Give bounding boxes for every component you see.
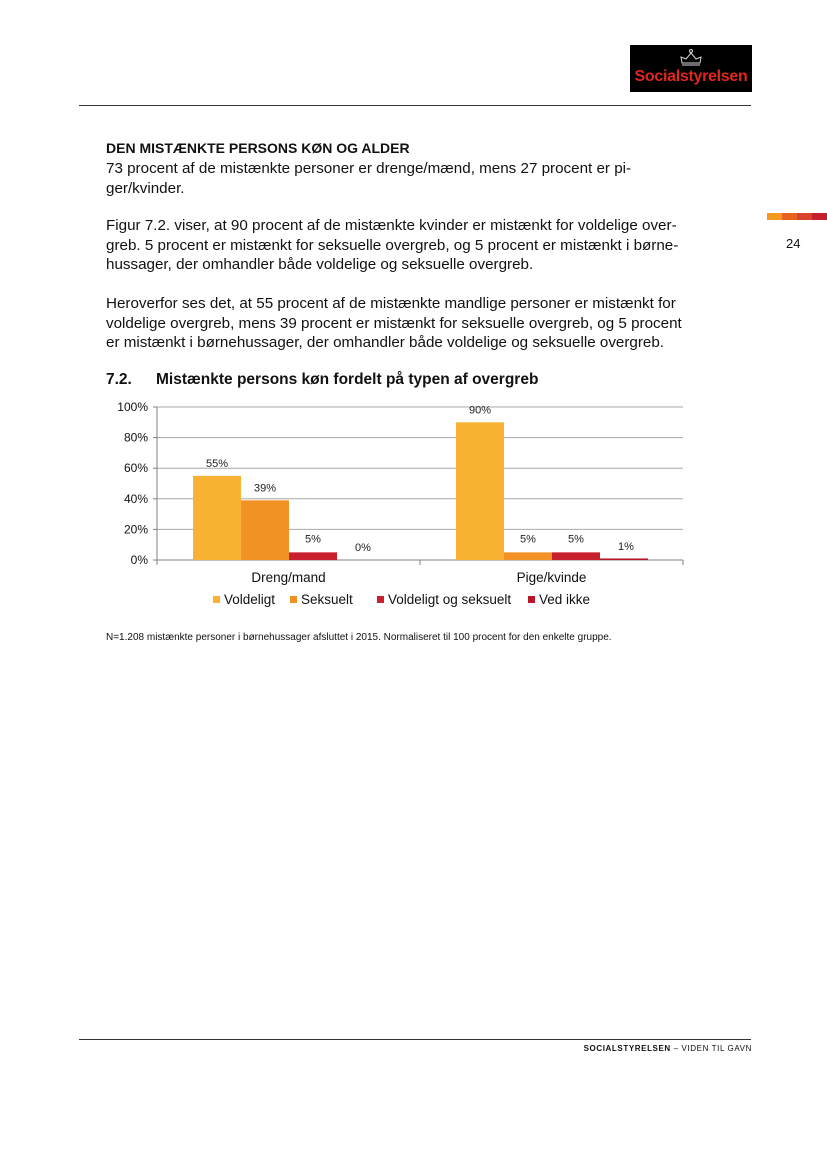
bar	[193, 476, 241, 560]
y-tick-label: 20%	[123, 522, 148, 537]
legend-swatch	[213, 596, 220, 603]
footer	[580, 1044, 752, 1053]
data-label: 1%	[618, 541, 634, 553]
footer-tagline: – VIDEN TIL GAVN	[670, 1044, 752, 1053]
section-heading: DEN MISTÆNKTE PERSONS KØN OG ALDER	[106, 140, 410, 156]
paragraph-3-line: voldelige overgreb, mens 39 procent er mistænkt for seksuelle overgreb, og 5 procent	[106, 314, 682, 332]
paragraph-1	[106, 159, 698, 198]
bar	[241, 500, 289, 560]
legend-swatch	[377, 596, 384, 603]
bar	[552, 552, 600, 560]
bar	[456, 422, 504, 560]
bar	[600, 558, 648, 560]
paragraph-1-line: ger/kvinder.	[106, 179, 185, 197]
stripe-segment	[812, 213, 827, 220]
y-tick-label: 40%	[123, 491, 148, 506]
data-label: 0%	[355, 542, 371, 554]
legend-swatch	[290, 596, 297, 603]
paragraph-2-line: greb. 5 procent er mistænkt for seksuelle overgreb, og 5 procent er mistænkt i børne-	[106, 236, 679, 254]
footer-rule	[79, 1039, 751, 1040]
data-label: 5%	[305, 533, 321, 546]
paragraph-2	[106, 216, 698, 275]
paragraph-2-line: Figur 7.2. viser, at 90 procent af de mistænkte kvinder er mistænkt for voldelige over-	[106, 217, 677, 234]
figure-title-text: Mistænkte persons køn fordelt på typen af overgreb	[156, 371, 539, 388]
legend-label: Ved ikke	[539, 592, 591, 607]
footer-brand: SOCIALSTYRELSEN	[583, 1044, 671, 1053]
figure-title	[106, 371, 538, 389]
page-number: 24	[786, 236, 801, 251]
paragraph-3-line: er mistænkt i børnehussager, der omhandler både voldelige og seksuelle overgreb.	[106, 334, 665, 351]
data-label: 5%	[520, 533, 536, 546]
header-rule	[79, 105, 751, 106]
bar-chart	[90, 395, 710, 625]
bar	[289, 552, 337, 560]
paragraph-3-line: Heroverfor ses det, at 55 procent af de mistænkte mandlige personer er mistænkt for	[106, 295, 676, 312]
stripe-segment	[797, 213, 812, 220]
data-label: 39%	[253, 482, 277, 495]
x-category-label: Dreng/mand	[251, 570, 326, 585]
x-category-label: Pige/kvinde	[516, 570, 587, 585]
paragraph-1-line: 73 procent af de mistænkte personer er drenge/mænd, mens 27 procent er pi-	[106, 160, 632, 177]
paragraph-3	[106, 294, 698, 353]
logo-text: Socialstyrelsen	[634, 68, 748, 85]
legend-swatch	[528, 596, 535, 603]
y-tick-label: 0%	[130, 553, 148, 567]
data-label: 55%	[205, 457, 229, 470]
stripe-segment	[782, 213, 797, 220]
bar	[504, 552, 552, 560]
crown-icon	[630, 48, 752, 66]
figure-note: N=1.208 mistænkte personer i børnehussager afsluttet i 2015. Normaliseret til 100 procent for den enkelte gruppe.	[106, 632, 612, 643]
figure-number: 7.2.	[106, 371, 132, 388]
legend-label: Voldeligt	[224, 592, 276, 607]
color-stripe	[767, 213, 827, 220]
y-tick-label: 60%	[123, 461, 148, 476]
data-label: 90%	[468, 404, 492, 417]
paragraph-2-line: hussager, der omhandler både voldelige og seksuelle overgreb.	[106, 256, 534, 273]
y-tick-label: 100%	[117, 400, 148, 414]
socialstyrelsen-logo	[630, 45, 752, 92]
stripe-segment	[767, 213, 782, 220]
legend-label: Seksuelt	[301, 592, 353, 607]
data-label: 5%	[568, 533, 584, 546]
y-tick-label: 80%	[123, 430, 148, 445]
legend-label: Voldeligt og seksuelt	[388, 592, 512, 607]
